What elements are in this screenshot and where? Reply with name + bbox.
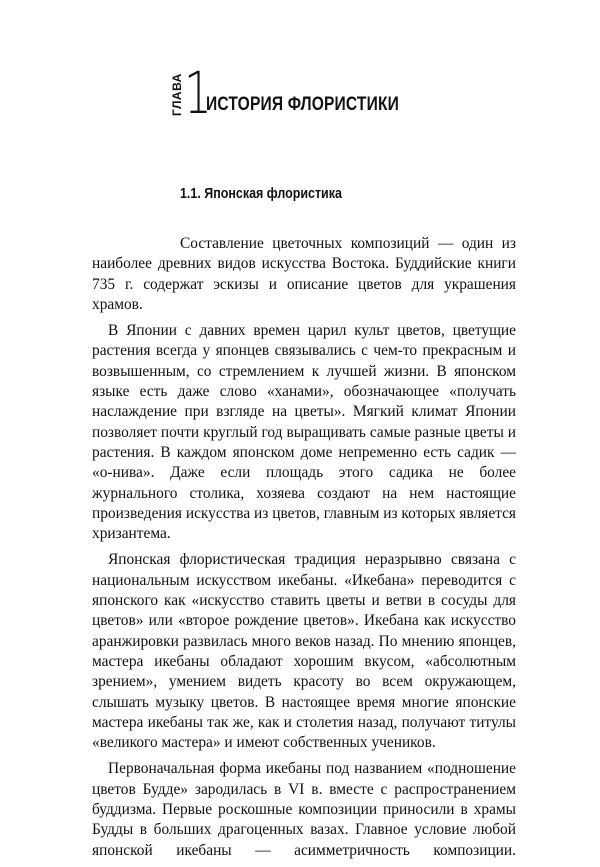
chapter-header [170, 59, 490, 128]
chapter-label: ГЛАВА [170, 73, 184, 117]
paragraph: Составление цветочных композиций — один из наиболее древних видов искусства Востока. Буддийские книги 735 г. содержат эскизы и описание цветов для украшения храмов. [92, 235, 516, 313]
paragraph: Первоначальная форма икебаны под названием «подношение цветов Будде» зародилась в VI в. вместе с распространением буддизма. Первые роскошные композиции приносили в храмы Будды в больших драгоценных вазах. Главное условие любой японской икебаны — асимметричность композиции. [92, 760, 516, 859]
section-title: 1.1. Японская флористика [180, 186, 342, 202]
body-text [92, 234, 516, 867]
paragraph: Японская флористическая традиция неразрывно связана с национальным искусством икебаны. «Икебана» переводится с японского как «искусство ставить цветы и ветви в сосуды для цветов» или «второе рождение цветов». Икебана как искусство аранжировки развилась много веков назад. По мнению японцев, мастера икебаны обладают хорошим вкусом, «абсолютным зрением», умением видеть красоту во всем окружающем, слышать музыку цветов. В настоящее время многие японские мастера икебаны так же, как и столетия назад, получают титулы «великого мастера» и имеют собственных учеников. [92, 551, 516, 752]
chapter-number: 1 [184, 59, 212, 127]
chapter-title: ИСТОРИЯ ФЛОРИСТИКИ [206, 94, 400, 115]
paragraph: В Японии с давних времен царил культ цветов, цветущие растения всегда у японцев связывались с чем-то прекрасным и возвышенным, со стремлением к лучшей жизни. В японском языке есть даже слово «ханами», обозначающее «получать наслаждение при взгляде на цветы». Мягкий климат Японии позволяет почти круглый год выращивать самые разные цветы и растения. В каждом японском доме непременно есть садик — «о-нива». Даже если площадь этого садика не более журнального столика, хозяева создают на нем настоящие произведения искусства из цветов, главным из которых является хризантема. [92, 322, 516, 543]
